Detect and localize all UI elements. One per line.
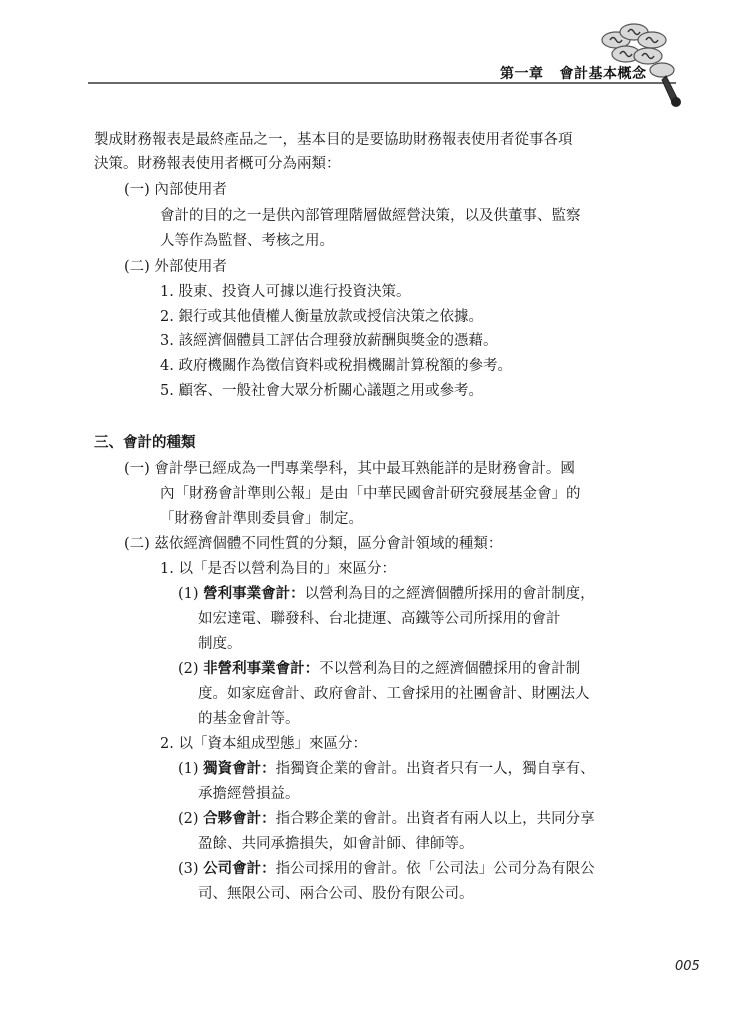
list-item xyxy=(178,809,595,829)
page-number: 005 xyxy=(675,959,700,974)
internal-users-title: (一) 內部使用者 xyxy=(124,182,227,198)
item-term: 營利事業會計： xyxy=(203,585,305,602)
intro-line: 製成財務報表是最終產品之一，基本目的是要協助財務報表使用者從事各項 xyxy=(94,132,573,148)
item-text: 司、無限公司、兩合公司、股份有限公司。 xyxy=(198,886,474,902)
external-users-title: (二) 外部使用者 xyxy=(124,259,227,275)
item-text: 度。如家庭會計、政府會計、工會採用的社團會計、財團法人 xyxy=(198,686,590,702)
item-term: 合夥會計： xyxy=(203,810,276,827)
section-heading: 三、會計的種類 xyxy=(94,435,196,451)
item-text: 指公司採用的會計。依「公司法」公司分為有限公 xyxy=(275,861,595,877)
item-text: 不以營利為目的之經濟個體採用的會計制 xyxy=(319,661,581,677)
internal-users-text: 人等作為監督、考核之用。 xyxy=(160,233,334,249)
subcategory-title: 1. 以「是否以營利為目的」來區分： xyxy=(160,561,396,577)
item-text: 承擔經營損益。 xyxy=(198,786,300,802)
list-item xyxy=(178,584,595,604)
header-rule xyxy=(88,82,676,84)
section-paragraph: (一) 會計學已經成為一門專業學科，其中最耳熟能詳的是財務會計。國 xyxy=(124,461,575,477)
item-text: 如宏達電、聯發科、台北捷運、高鐵等公司所採用的會計 xyxy=(198,611,561,627)
item-term: 獨資會計： xyxy=(203,760,276,777)
classification-title: (二) 茲依經濟個體不同性質的分類，區分會計領域的種類： xyxy=(124,536,503,552)
item-term: 非營利事業會計： xyxy=(203,660,320,677)
list-item xyxy=(178,659,580,679)
list-item xyxy=(178,759,595,779)
internal-users-text: 會計的目的之一是供內部管理階層做經營決策，以及供董事、監察 xyxy=(160,208,581,224)
item-text: 盈餘、共同承擔損失，如會計師、律師等。 xyxy=(198,836,474,852)
external-users-item: 3. 該經濟個體員工評估合理發放薪酬與獎金的憑藉。 xyxy=(160,333,498,349)
external-users-item: 4. 政府機關作為徵信資料或稅捐機關計算稅額的參考。 xyxy=(160,358,512,374)
item-number: (2) xyxy=(178,811,204,827)
chapter-title: 會計基本概念 xyxy=(559,66,647,82)
section-paragraph: 內「財務會計準則公報」是由「中華民國會計研究發展基金會」的 xyxy=(160,486,581,502)
item-text: 制度。 xyxy=(198,636,242,652)
section-paragraph: 「財務會計準則委員會」制定。 xyxy=(160,511,363,527)
decorative-coins-illustration xyxy=(596,18,688,114)
item-text: 指獨資企業的會計。出資者只有一人，獨自享有、 xyxy=(275,761,595,777)
external-users-item: 5. 顧客、一般社會大眾分析關心議題之用或參考。 xyxy=(160,383,483,399)
intro-line: 決策。財務報表使用者概可分為兩類： xyxy=(94,156,341,172)
item-number: (1) xyxy=(178,761,204,777)
item-term: 公司會計： xyxy=(203,860,276,877)
subcategory-title: 2. 以「資本組成型態」來區分： xyxy=(160,736,367,752)
item-text: 指合夥企業的會計。出資者有兩人以上，共同分享 xyxy=(275,811,595,827)
external-users-item: 2. 銀行或其他債權人衡量放款或授信決策之依據。 xyxy=(160,309,483,325)
item-number: (3) xyxy=(178,861,204,877)
list-item xyxy=(178,859,595,879)
item-number: (1) xyxy=(178,586,204,602)
item-text: 的基金會計等。 xyxy=(198,711,300,727)
item-text: 以營利為目的之經濟個體所採用的會計制度， xyxy=(304,586,595,602)
chapter-number: 第一章 xyxy=(500,66,544,82)
item-number: (2) xyxy=(178,661,204,677)
external-users-item: 1. 股東、投資人可據以進行投資決策。 xyxy=(160,284,411,300)
